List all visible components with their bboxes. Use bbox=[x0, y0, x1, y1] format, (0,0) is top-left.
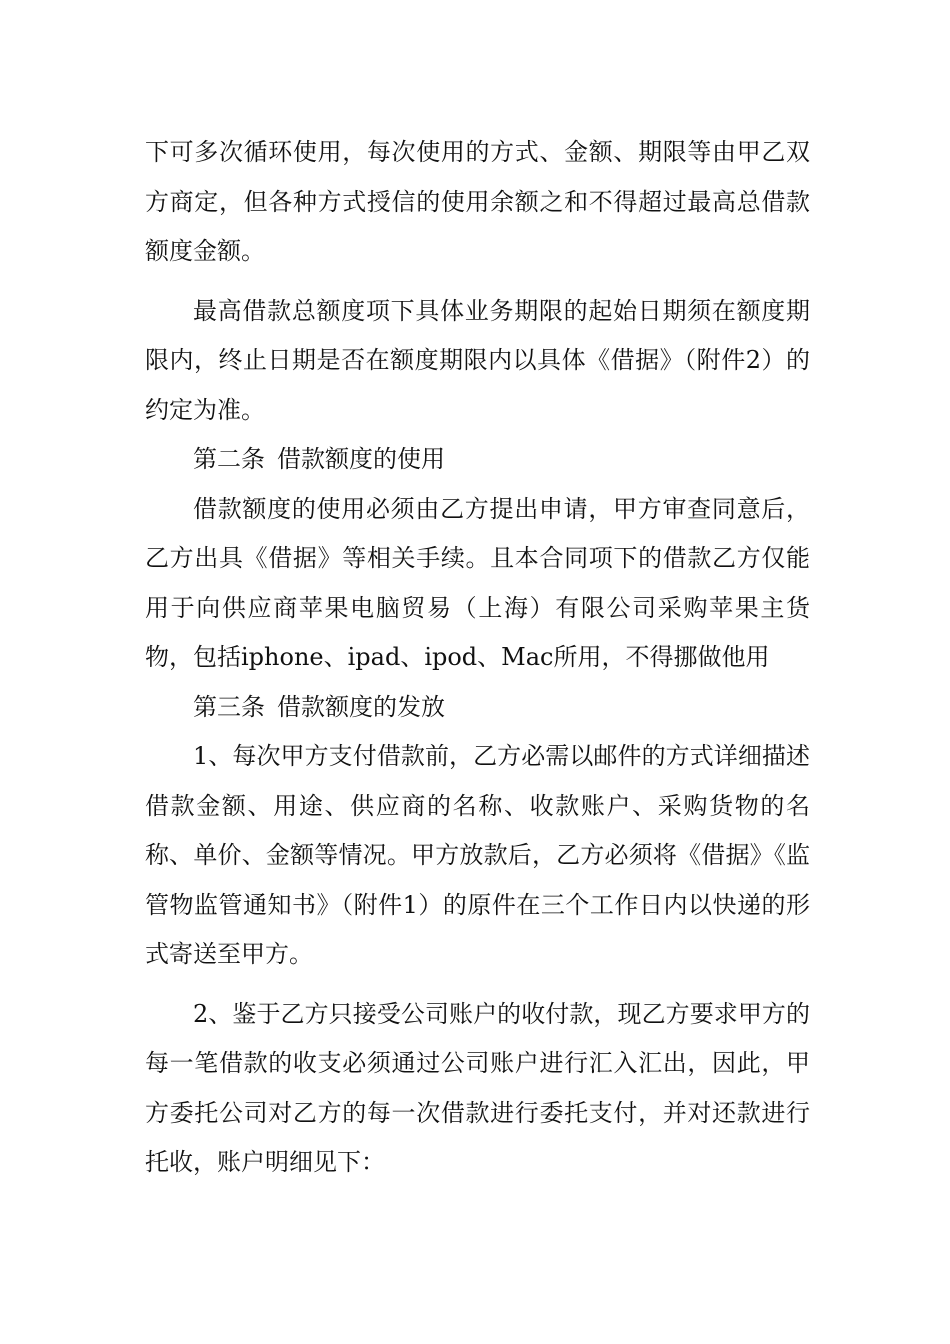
article-heading-3 bbox=[145, 683, 810, 733]
article-number: 第二条 bbox=[193, 445, 265, 473]
paragraph-item-1: 1、每次甲方支付借款前，乙方必需以邮件的方式详细描述借款金额、用途、供应商的名称、收款账户、采购货物的名称、单价、金额等情况。甲方放款后，乙方必须将《借据》《监管物监管通知书》（附件1）的原件在三个工作日内以快递的形式寄送至甲方。 bbox=[145, 742, 810, 968]
article-title: 借款额度的发放 bbox=[277, 692, 445, 721]
article-heading-2 bbox=[145, 435, 810, 485]
article-title: 借款额度的使用 bbox=[277, 445, 445, 473]
paragraph-continuation: 下可多次循环使用，每次使用的方式、金额、期限等由甲乙双方商定，但各种方式授信的使用余额之和不得超过最高总借款额度金额。 bbox=[145, 138, 810, 265]
paragraph-item-2: 2、鉴于乙方只接受公司账户的收付款，现乙方要求甲方的每一笔借款的收支必须通过公司账户进行汇入汇出，因此，甲方委托公司对乙方的每一次借款进行委托支付，并对还款进行托收，账户明细见下： bbox=[145, 999, 810, 1176]
document-body bbox=[145, 128, 810, 1188]
article-number: 第三条 bbox=[193, 692, 265, 721]
paragraph-loan-usage: 借款额度的使用必须由乙方提出申请，甲方审查同意后，乙方出具《借据》等相关手续。且本合同项下的借款乙方仅能用于向供应商苹果电脑贸易（上海）有限公司采购苹果主货物，包括iphone、ipad、ipod、Mac所用，不得挪做他用 bbox=[145, 494, 810, 671]
paragraph-credit-term: 最高借款总额度项下具体业务期限的起始日期须在额度期限内，终止日期是否在额度期限内以具体《借据》（附件2）的约定为准。 bbox=[145, 296, 810, 424]
